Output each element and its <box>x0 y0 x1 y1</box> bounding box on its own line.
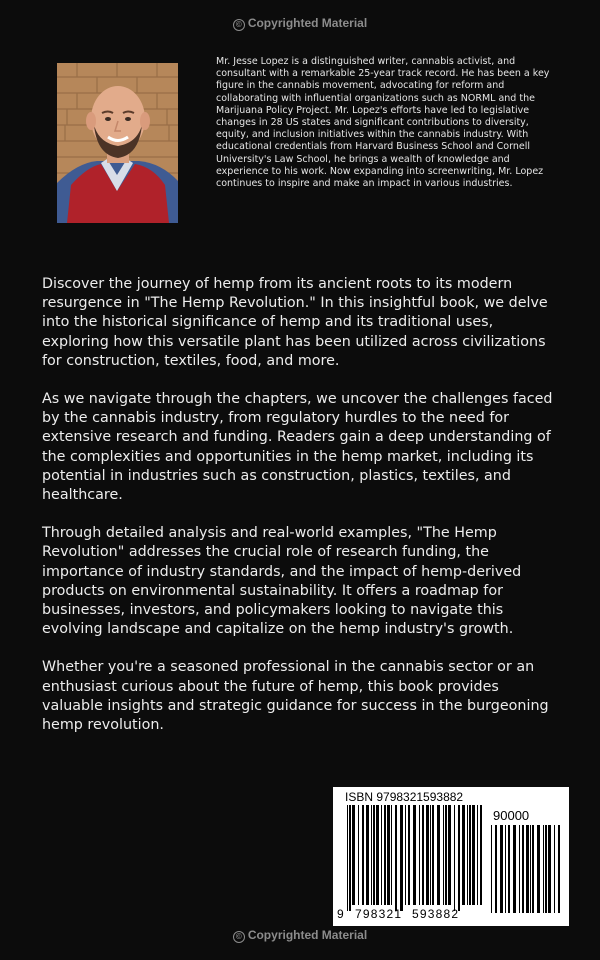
barcode-bar <box>408 805 410 905</box>
barcode-bar <box>537 825 540 913</box>
barcode-bar <box>522 825 524 913</box>
barcode-bar <box>422 805 424 905</box>
copyright-icon: © <box>233 19 245 31</box>
isbn-barcode <box>333 787 569 926</box>
barcode-bar <box>419 805 420 905</box>
barcode-bar <box>430 805 431 905</box>
barcode-bar <box>347 805 348 911</box>
barcode-bar <box>472 805 475 905</box>
author-portrait-illustration <box>57 63 178 223</box>
barcode-bar <box>362 805 364 905</box>
barcode-bar <box>384 805 386 905</box>
book-description <box>42 275 562 754</box>
barcode-bar <box>477 805 478 905</box>
barcode-bar <box>373 805 375 905</box>
barcode-bar <box>545 825 547 913</box>
barcode-bar <box>426 805 429 905</box>
barcode-bar <box>405 805 406 905</box>
barcode-bar <box>432 805 434 905</box>
barcode-bar <box>505 825 506 913</box>
barcode-bar <box>448 805 451 905</box>
barcode-bar <box>376 805 379 905</box>
watermark-text: Copyrighted Material <box>247 16 368 30</box>
barcode-bar <box>508 825 510 913</box>
description-paragraph: Whether you're a seasoned professional in the cannabis sector or an enthusiast curious about the future of hemp, this book provides valuable insights and strategic guidance for success in the burgeoning hemp revolution. <box>42 659 549 734</box>
description-paragraph: Discover the journey of hemp from its ancient roots to its modern resurgence in "The Hemp Revolution." In this insightful book, we delve into the historical significance of hemp and its traditional uses, exploring how this versatile plant has been utilized across civilizations for construction, textiles, food, and more. <box>42 276 548 369</box>
barcode-bar <box>513 825 516 913</box>
barcode-bar <box>532 825 534 913</box>
barcode-bar <box>519 825 520 913</box>
barcode-bar <box>548 825 551 913</box>
barcode-bar <box>462 805 465 905</box>
barcode-bar <box>413 805 416 905</box>
barcode-bar <box>458 805 460 911</box>
author-bio: Mr. Jesse Lopez is a distinguished writer, cannabis activist, and consultant with a remarkable 25-year track record. He has been a key figure in the cannabis movement, advocating for reform and collaborating with influential organizations such as NORML and the Marijuana Policy Project. Mr. Lopez's efforts have led to legislative changes in 28 US states and significant contributions to diversity, equity, and inclusion initiatives within the cannabis industry. With educational credentials from Harvard Business School and Cornell University's Law School, he brings a wealth of knowledge and experience to his work. Now expanding into screenwriting, Mr. Lopez continues to inspire and make an impact in various industries. <box>216 56 550 190</box>
barcode-bar <box>530 825 531 913</box>
barcode-bar <box>469 805 471 905</box>
copyright-watermark-top <box>0 16 600 31</box>
barcode-digits-left: 798321 <box>355 907 403 921</box>
description-paragraph: As we navigate through the chapters, we uncover the challenges faced by the cannabis industry, from regulatory hurdles to the need for extensive research and funding. Readers gain a deep understanding of the complexities and opportunities in the hemp market, including its potential in industries such as construction, plastics, textiles, and healthcare. <box>42 391 553 504</box>
barcode-digit-lead: 9 <box>337 907 345 921</box>
barcode-bar <box>558 825 560 913</box>
author-photo <box>57 63 178 223</box>
barcode-bar <box>445 805 447 905</box>
barcode-bar <box>491 825 492 913</box>
isbn-label: ISBN 9798321593882 <box>345 790 464 804</box>
barcode-bar <box>371 805 372 905</box>
barcode-bar <box>437 805 440 905</box>
barcode-bars <box>333 787 569 926</box>
description-paragraph: Through detailed analysis and real-world examples, "The Hemp Revolution" addresses the crucial role of research funding, the importance of industry standards, and the impact of hemp-derived products on environmental sustainability. It offers a roadmap for businesses, investors, and policymakers looking to navigate this evolving landscape and capitalize on the hemp industry's growth. <box>42 525 522 638</box>
barcode-bar <box>554 825 555 913</box>
barcode-bar <box>480 805 482 905</box>
barcode-bar <box>526 825 529 913</box>
copyright-icon: © <box>233 931 245 943</box>
barcode-bar <box>352 805 355 905</box>
copyright-watermark-bottom <box>0 928 600 943</box>
barcode-bar <box>391 805 392 905</box>
barcode-bar <box>454 805 455 911</box>
barcode-bar <box>443 805 444 905</box>
barcode-bar <box>358 805 359 905</box>
barcode-bar <box>366 805 369 905</box>
watermark-text: Copyrighted Material <box>247 928 368 942</box>
barcode-bar <box>400 805 403 911</box>
barcode-bar <box>467 805 468 905</box>
barcode-bar <box>387 805 390 905</box>
barcode-bar <box>381 805 382 905</box>
barcode-bar <box>500 825 503 913</box>
barcode-bar <box>349 805 351 911</box>
barcode-bar <box>395 805 397 911</box>
barcode-digits-right: 593882 <box>412 907 460 921</box>
barcode-bar <box>543 825 544 913</box>
barcode-bar <box>495 825 497 913</box>
price-code: 90000 <box>493 808 530 823</box>
